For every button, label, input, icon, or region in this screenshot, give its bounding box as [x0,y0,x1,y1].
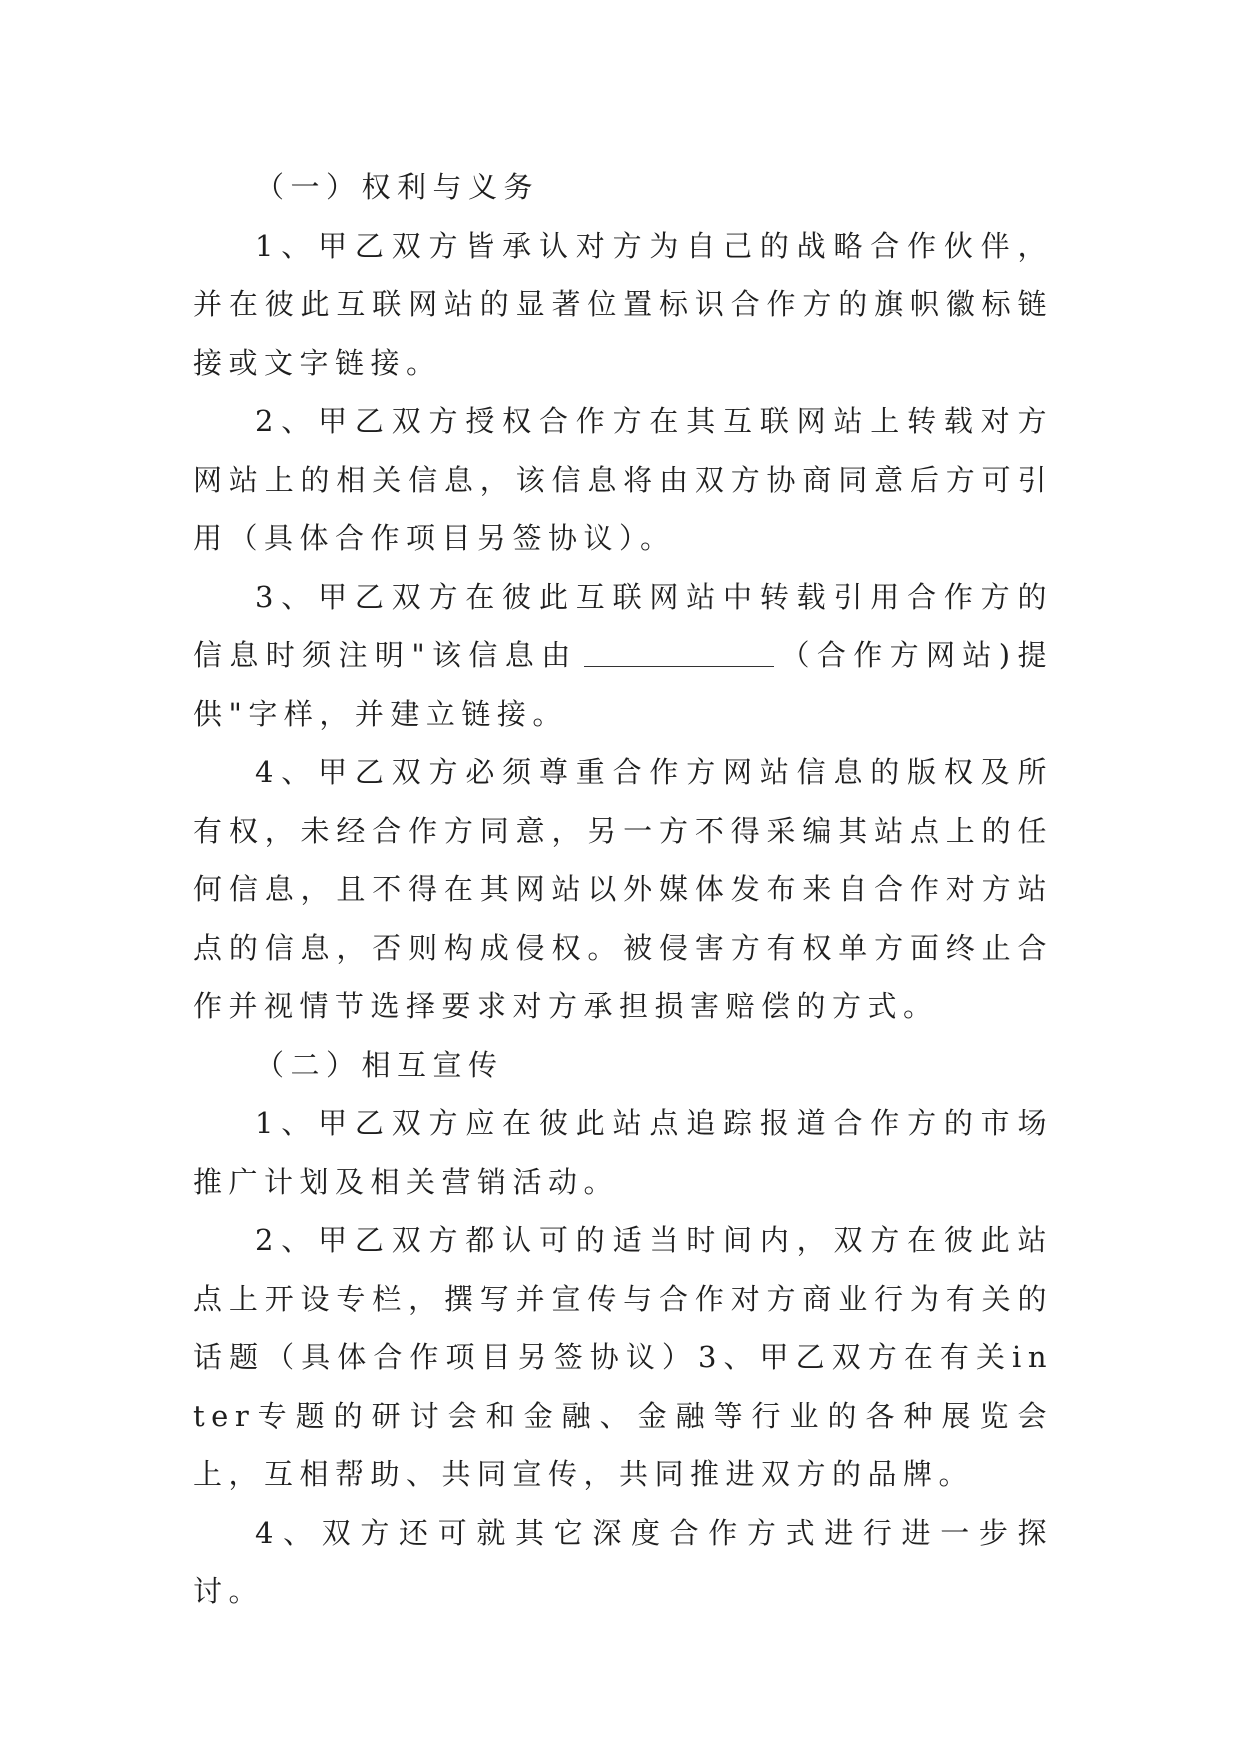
paragraph-1-1: 1、甲乙双方皆承认对方为自己的战略合作伙伴，并在彼此互联网站的显著位置标识合作方的旗帜徽标链接或文字链接。 [193,228,1053,380]
paragraph-1-3-before-blank: 3、甲乙双方在彼此互联网站中转载引用合作方的信息时须注明"该信息由 [193,579,1053,672]
paragraph-2-4: 4、双方还可就其它深度合作方式进行进一步探讨。 [193,1515,1053,1608]
paragraph-1-2: 2、甲乙双方授权合作方在其互联网站上转载对方网站上的相关信息，该信息将由双方协商同意后方可引用（具体合作项目另签协议）。 [193,404,1053,555]
section-heading-mutual-promotion: （二）相互宣传 [255,1047,504,1082]
section-heading-rights-obligations: （一）权利与义务 [255,170,540,204]
paragraph-2-1: 1、甲乙双方应在彼此站点追踪报道合作方的市场推广计划及相关营销活动。 [193,1106,1053,1199]
paragraph-2-2: 2、甲乙双方都认可的适当时间内，双方在彼此站点上开设专栏，撰写并宣传与合作对方商业行为有关的话题（具体合作项目另签协议）3、甲乙双方在有关inter专题的研讨会和金融、金融等行业的各种展览会上，互相帮助、共同宣传，共同推进双方的品牌。 [193,1223,1053,1491]
paragraph-1-4: 4、甲乙双方必须尊重合作方网站信息的版权及所有权，未经合作方同意，另一方不得采编其站点上的任何信息，且不得在其网站以外媒体发布来自合作对方站点的信息，否则构成侵权。被侵害方有权单方面终止合作并视情节选择要求对方承担损害赔偿的方式。 [193,755,1053,1023]
document-page [193,158,1053,1621]
paragraph-1-3-after-blank: （合作方网站)提供"字样，并建立链接。 [193,638,1053,731]
paragraph-1-3 [193,568,1053,744]
fill-in-blank-underline [584,636,774,667]
